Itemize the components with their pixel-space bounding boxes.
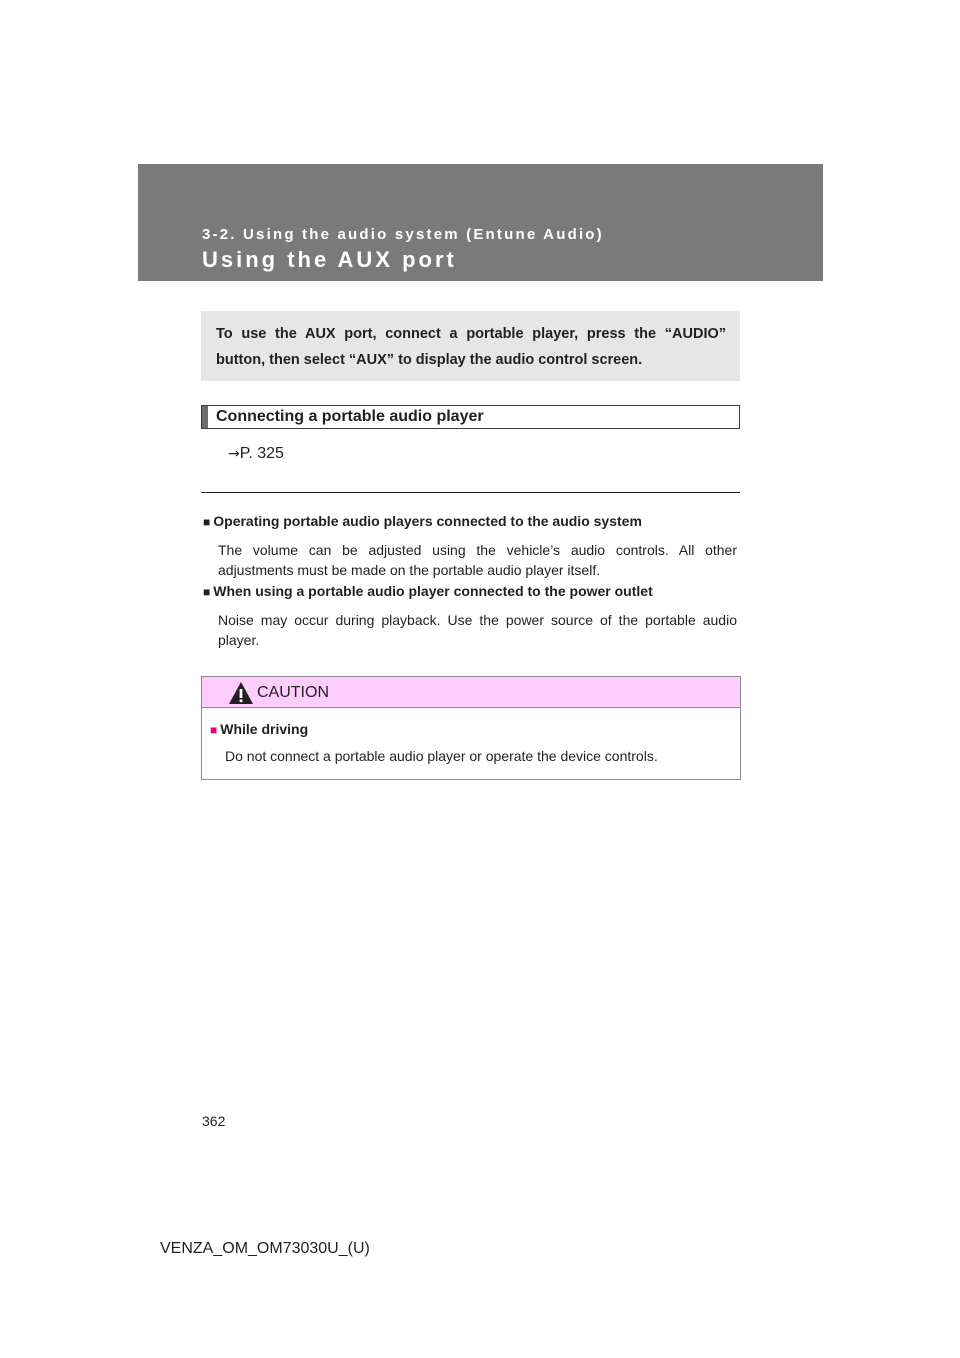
caution-header — [202, 677, 740, 708]
subsection-heading-text: Connecting a portable audio player — [216, 408, 484, 425]
caution-label: CAUTION — [257, 684, 329, 701]
section-label: 3-2. Using the audio system (Entune Audio) — [202, 226, 604, 243]
caution-item — [210, 719, 730, 766]
note-title — [203, 511, 737, 532]
note-title-text: When using a portable audio player connected to the power outlet — [213, 583, 653, 599]
caution-item-body: Do not connect a portable audio player or operate the device controls. — [225, 748, 658, 764]
subsection-heading — [201, 405, 740, 429]
note-item — [203, 511, 737, 580]
intro-box — [201, 311, 740, 381]
arrow-right-icon: → — [228, 446, 240, 462]
note-body: Noise may occur during playback. Use the power source of the portable audio player. — [218, 612, 737, 648]
caution-item-title — [210, 719, 730, 740]
heading-marker — [202, 406, 208, 428]
square-bullet-icon: ■ — [203, 585, 211, 599]
intro-text: To use the AUX port, connect a portable player, press the “AUDIO” button, then select “AUX” to display the audio control screen. — [216, 326, 726, 368]
warning-triangle-icon — [228, 681, 254, 705]
caution-box — [201, 676, 741, 780]
note-title — [203, 581, 737, 602]
square-bullet-icon: ■ — [203, 515, 211, 529]
page-title: Using the AUX port — [202, 247, 457, 272]
page-reference[interactable] — [228, 445, 284, 463]
document-code: VENZA_OM_OM73030U_(U) — [160, 1240, 370, 1257]
page-number: 362 — [202, 1113, 226, 1129]
square-bullet-icon: ■ — [210, 723, 218, 737]
caution-item-title-text: While driving — [220, 721, 309, 737]
page-reference-text: P. 325 — [239, 445, 284, 462]
note-item — [203, 581, 737, 650]
section-divider — [201, 492, 740, 493]
note-title-text: Operating portable audio players connected to the audio system — [213, 513, 642, 529]
header-band — [138, 164, 823, 281]
note-body: The volume can be adjusted using the vehicle’s audio controls. All other adjustments must be made on the portable audio player itself. — [218, 542, 737, 578]
